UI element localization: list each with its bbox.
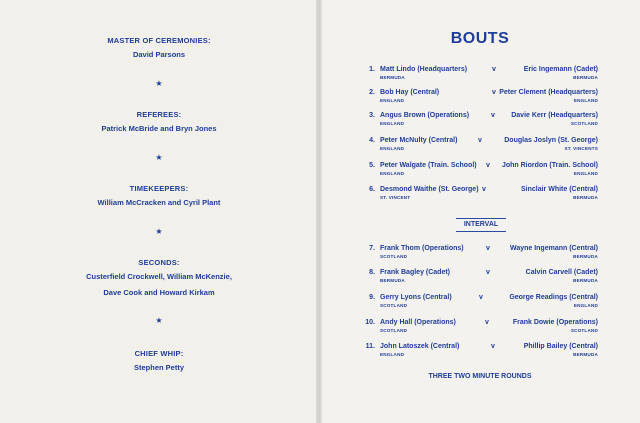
versus-label: v xyxy=(479,294,483,301)
bout-number: 2. xyxy=(369,89,375,96)
red-corner-boxer: Desmond Waithe (St. George) xyxy=(380,186,479,193)
bout-number: 1. xyxy=(369,66,375,73)
blue-corner-country: SCOTLAND xyxy=(570,121,598,126)
rounds-footer: THREE TWO MINUTE ROUNDS xyxy=(428,373,532,380)
bout-number: 9. xyxy=(369,294,375,301)
interval-label: INTERVAL xyxy=(456,218,506,232)
section-heading-chief-whip: CHIEF WHIP: xyxy=(134,349,184,358)
red-corner-boxer: Frank Thom (Operations) xyxy=(380,245,464,252)
blue-corner-country: SCOTLAND xyxy=(570,328,598,333)
bout-row xyxy=(0,66,640,88)
section-heading-seconds: SECONDS: xyxy=(138,258,180,267)
red-corner-boxer: Frank Bagley (Cadet) xyxy=(380,269,451,276)
bout-number: 3. xyxy=(369,112,375,119)
blue-corner-boxer: Douglas Joslyn (St. George) xyxy=(504,137,598,144)
red-corner-boxer: Peter McNulty (Central) xyxy=(380,137,458,144)
bout-row xyxy=(0,112,640,134)
red-corner-country: ENGLAND xyxy=(380,121,405,126)
red-corner-country: BERMUDA xyxy=(380,278,405,283)
blue-corner-boxer: Wayne Ingemann (Central) xyxy=(509,245,598,252)
red-corner-country: BERMUDA xyxy=(380,75,405,80)
red-corner-country: SCOTLAND xyxy=(380,328,408,333)
red-corner-boxer: Bob Hay (Central) xyxy=(380,89,440,96)
versus-label: v xyxy=(492,66,496,73)
bout-row xyxy=(0,137,640,159)
red-corner-country: ENGLAND xyxy=(380,146,405,151)
section-heading-master-of-ceremonies: MASTER OF CEREMONIES: xyxy=(107,36,211,45)
blue-corner-country: ENGLAND xyxy=(573,171,598,176)
versus-label: v xyxy=(486,245,490,252)
blue-corner-country: BERMUDA xyxy=(573,254,598,259)
section-name-master-of-ceremonies: David Parsons xyxy=(132,50,186,59)
blue-corner-country: BERMUDA xyxy=(573,75,598,80)
bout-number: 8. xyxy=(369,269,375,276)
red-corner-boxer: Andy Hall (Operations) xyxy=(380,319,456,326)
blue-corner-country: BERMUDA xyxy=(573,278,598,283)
section-name-referees: Patrick McBride and Bryn Jones xyxy=(101,124,217,133)
star-divider-4: ★ xyxy=(155,316,163,325)
bout-row xyxy=(0,89,640,111)
bout-number: 11. xyxy=(365,343,375,350)
red-corner-boxer: John Latoszek (Central) xyxy=(380,343,460,350)
blue-corner-country: BERMUDA xyxy=(573,352,598,357)
bout-row xyxy=(0,269,640,291)
red-corner-country: SCOTLAND xyxy=(380,254,408,259)
blue-corner-boxer: Frank Dowie (Operations) xyxy=(512,319,598,326)
blue-corner-boxer: John Riordon (Train. School) xyxy=(501,162,598,169)
versus-label: v xyxy=(486,269,490,276)
bout-number: 5. xyxy=(369,162,375,169)
bout-row xyxy=(0,186,640,208)
star-divider-1: ★ xyxy=(155,79,163,88)
versus-label: v xyxy=(491,112,495,119)
red-corner-boxer: Matt Lindo (Headquarters) xyxy=(380,66,468,73)
bout-number: 4. xyxy=(369,137,375,144)
bout-number: 10. xyxy=(365,319,375,326)
bout-row xyxy=(0,343,640,365)
red-corner-boxer: Angus Brown (Operations) xyxy=(380,112,470,119)
bout-row xyxy=(0,162,640,184)
bout-row xyxy=(0,294,640,316)
blue-corner-boxer: Davie Kerr (Headquarters) xyxy=(511,112,598,119)
bout-number: 6. xyxy=(369,186,375,193)
blue-corner-boxer: Peter Clement (Headquarters) xyxy=(499,89,598,96)
blue-corner-boxer: Sinclair White (Central) xyxy=(520,186,598,193)
red-corner-country: ENGLAND xyxy=(380,171,405,176)
versus-label: v xyxy=(486,162,490,169)
red-corner-boxer: Peter Walgate (Train. School) xyxy=(380,162,477,169)
red-corner-country: ENGLAND xyxy=(380,98,405,103)
versus-label: v xyxy=(491,343,495,350)
versus-label: v xyxy=(492,89,496,96)
versus-label: v xyxy=(482,186,486,193)
bout-row xyxy=(0,319,640,341)
bout-row xyxy=(0,245,640,267)
blue-corner-boxer: Eric Ingemann (Cadet) xyxy=(523,66,598,73)
section-name-chief-whip: Stephen Petty xyxy=(133,363,184,372)
blue-corner-country: ENGLAND xyxy=(573,303,598,308)
star-divider-2: ★ xyxy=(155,153,163,162)
blue-corner-country: ENGLAND xyxy=(573,98,598,103)
blue-corner-boxer: George Readings (Central) xyxy=(509,294,598,301)
star-divider-3: ★ xyxy=(155,227,163,236)
bouts-title: BOUTS xyxy=(450,30,510,47)
section-heading-timekeepers: TIMEKEEPERS: xyxy=(129,184,189,193)
blue-corner-boxer: Phillip Bailey (Central) xyxy=(523,343,598,350)
blue-corner-country: BERMUDA xyxy=(573,195,598,200)
section-heading-referees: REFEREES: xyxy=(136,110,182,119)
section-name-timekeepers: William McCracken and Cyril Plant xyxy=(97,198,221,207)
blue-corner-boxer: Calvin Carvell (Cadet) xyxy=(525,269,598,276)
red-corner-boxer: Gerry Lyons (Central) xyxy=(380,294,452,301)
red-corner-country: ENGLAND xyxy=(380,352,405,357)
section-name-seconds-line-2: Dave Cook and Howard Kirkam xyxy=(103,288,215,297)
blue-corner-country: ST. VINCENTS xyxy=(564,146,598,151)
red-corner-country: ST. VINCENT xyxy=(380,195,411,200)
versus-label: v xyxy=(478,137,482,144)
red-corner-country: SCOTLAND xyxy=(380,303,408,308)
section-name-seconds-line-1: Custerfield Crockwell, William McKenzie, xyxy=(86,272,232,281)
versus-label: v xyxy=(485,319,489,326)
bout-number: 7. xyxy=(369,245,375,252)
